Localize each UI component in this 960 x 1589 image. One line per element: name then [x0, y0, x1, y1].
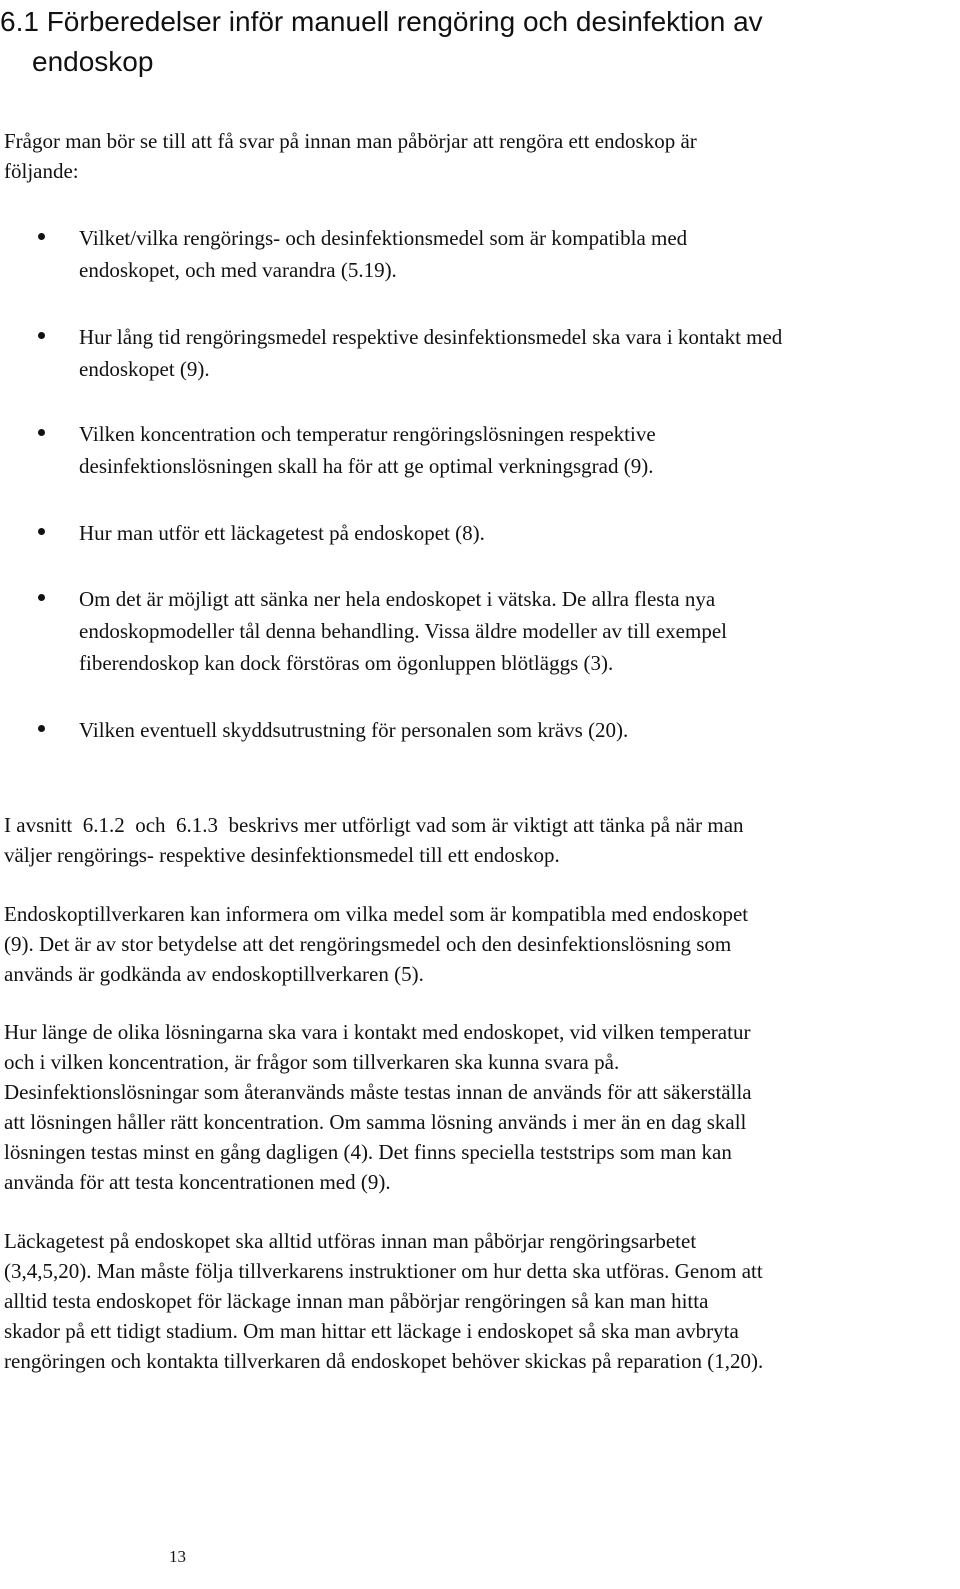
paragraph-line: väljer rengörings- respektive desinfektionsmedel till ett endoskop.	[4, 843, 560, 867]
list-item-line: endoskopet (9).	[79, 357, 210, 381]
intro-line: följande:	[4, 159, 79, 183]
list-item	[0, 583, 950, 679]
list-item-line: Hur man utför ett läckagetest på endoskopet (8).	[79, 521, 485, 545]
body-paragraph	[4, 1226, 949, 1376]
section-heading	[0, 2, 950, 82]
body-paragraph	[4, 810, 949, 870]
list-item-line: endoskopet, och med varandra (5.19).	[79, 258, 397, 282]
bullet-icon	[38, 429, 45, 436]
list-item-line: Om det är möjligt att sänka ner hela endoskopet i vätska. De allra flesta nya	[79, 587, 716, 611]
bullet-icon	[38, 528, 45, 535]
paragraph-line: Hur länge de olika lösningarna ska vara i kontakt med endoskopet, vid vilken temperatur	[4, 1020, 751, 1044]
paragraph-line: Endoskoptillverkaren kan informera om vilka medel som är kompatibla med endoskopet	[4, 902, 749, 926]
list-item	[0, 222, 950, 286]
intro-paragraph	[4, 126, 944, 186]
paragraph-line: skador på ett tidigt stadium. Om man hittar ett läckage i endoskopet så ska man avbryta	[4, 1319, 739, 1343]
paragraph-line: används är godkända av endoskoptillverkaren (5).	[4, 962, 424, 986]
list-item-line: fiberendoskop kan dock förstöras om ögonluppen blötläggs (3).	[79, 651, 614, 675]
bullet-icon	[38, 233, 45, 240]
list-item-line: desinfektionslösningen skall ha för att ge optimal verkningsgrad (9).	[79, 454, 654, 478]
list-item	[0, 321, 950, 385]
paragraph-line: använda för att testa koncentrationen med (9).	[4, 1170, 391, 1194]
list-item-line: Vilket/vilka rengörings- och desinfektionsmedel som är kompatibla med	[79, 226, 688, 250]
list-item-line: Vilken eventuell skyddsutrustning för personalen som krävs (20).	[79, 718, 629, 742]
bullet-icon	[38, 332, 45, 339]
paragraph-line: I avsnitt 6.1.2 och 6.1.3 beskrivs mer utförligt vad som är viktigt att tänka på när man	[4, 813, 744, 837]
paragraph-line: (9). Det är av stor betydelse att det rengöringsmedel och den desinfektionslösning som	[4, 932, 732, 956]
paragraph-line: Läckagetest på endoskopet ska alltid utföras innan man påbörjar rengöringsarbetet	[4, 1229, 697, 1253]
bullet-icon	[38, 594, 45, 601]
heading-line: 6.1 Förberedelser inför manuell rengöring och desinfektion av	[0, 6, 763, 37]
list-item-line: Hur lång tid rengöringsmedel respektive desinfektionsmedel ska vara i kontakt med	[79, 325, 783, 349]
body-paragraph	[4, 899, 949, 989]
paragraph-line: att lösningen håller rätt koncentration. Om samma lösning används i mer än en dag skall	[4, 1110, 747, 1134]
body-paragraph	[4, 1017, 949, 1197]
list-item-line: endoskopmodeller tål denna behandling. Vissa äldre modeller av till exempel	[79, 619, 727, 643]
paragraph-line: lösningen testas minst en gång dagligen (4). Det finns speciella teststrips som man kan	[4, 1140, 732, 1164]
paragraph-line: rengöringen och kontakta tillverkaren då endoskopet behöver skickas på reparation (1,20).	[4, 1349, 764, 1373]
paragraph-line: Desinfektionslösningar som återanvänds måste testas innan de används för att säkerställa	[4, 1080, 752, 1104]
question-list	[0, 222, 950, 746]
list-item-line: Vilken koncentration och temperatur rengöringslösningen respektive	[79, 422, 656, 446]
bullet-icon	[38, 725, 45, 732]
list-item	[0, 418, 950, 482]
intro-line: Frågor man bör se till att få svar på innan man påbörjar att rengöra ett endoskop är	[4, 129, 697, 153]
heading-line: endoskop	[32, 46, 154, 77]
paragraph-line: alltid testa endoskopet för läckage innan man påbörjar rengöringen så kan man hitta	[4, 1289, 709, 1313]
page-number: 13	[169, 1547, 186, 1566]
paragraph-line: och i vilken koncentration, är frågor som tillverkaren ska kunna svara på.	[4, 1050, 620, 1074]
list-item	[0, 517, 950, 549]
paragraph-line: (3,4,5,20). Man måste följa tillverkarens instruktioner om hur detta ska utföras. Genom att	[4, 1259, 763, 1283]
list-item	[0, 714, 950, 746]
